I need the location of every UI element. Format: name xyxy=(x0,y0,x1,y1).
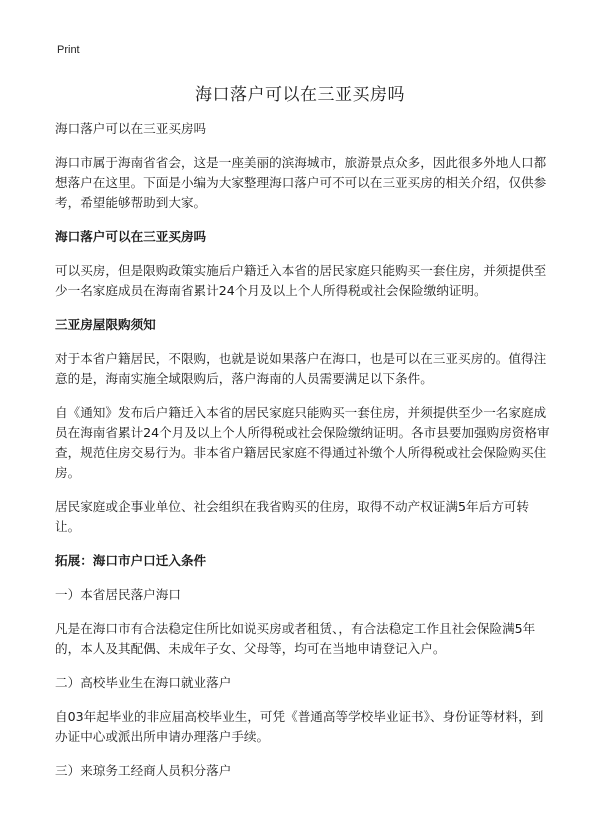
article-subtitle: 海口落户可以在三亚买房吗 xyxy=(55,121,207,136)
item-1-heading: 一）本省居民落户海口 xyxy=(55,587,181,602)
section-heading-2: 三亚房屋限购须知 xyxy=(55,317,156,332)
section-heading-3: 拓展：海口市户口迁入条件 xyxy=(55,553,207,568)
item-3-heading: 三）来琼务工经商人员积分落户 xyxy=(55,763,232,778)
section-heading-1: 海口落户可以在三亚买房吗 xyxy=(55,229,207,244)
article-body xyxy=(55,119,550,795)
item-2-heading: 二）高校毕业生在海口就业落户 xyxy=(55,675,232,690)
section-1-paragraph: 可以买房，但是限购政策实施后户籍迁入本省的居民家庭只能购买一套住房，并须提供至少一名家庭成员在海南省累计24个月及以上个人所得税或社会保险缴纳证明。 xyxy=(55,263,547,298)
print-label[interactable]: Print xyxy=(57,44,80,56)
section-2-paragraph-3: 居民家庭或企事业单位、社会组织在我省购买的住房，取得不动产权证满5年后方可转让。 xyxy=(55,499,529,534)
item-1-paragraph: 凡是在海口市有合法稳定住所比如说买房或者租赁、，有合法稳定工作且社会保险满5年的，本人及其配偶、未成年子女、父母等，均可在当地申请登记入户。 xyxy=(55,621,536,656)
section-2-paragraph-1: 对于本省户籍居民，不限购，也就是说如果落户在海口，也是可以在三亚买房的。值得注意的是，海南实施全域限购后，落户海南的人员需要满足以下条件。 xyxy=(55,351,547,386)
intro-paragraph: 海口市属于海南省省会，这是一座美丽的滨海城市，旅游景点众多，因此很多外地人口都想落户在这里。下面是小编为大家整理海口落户可不可以在三亚买房的相关介绍，仅供参考，希望能够帮助到大家。 xyxy=(55,155,547,210)
section-2-paragraph-2: 自《通知》发布后户籍迁入本省的居民家庭只能购买一套住房，并须提供至少一名家庭成员在海南省累计24个月及以上个人所得税或社会保险缴纳证明。各市县要加强购房资格审查，规范住房交易行为。非本省户籍居民家庭不得通过补缴个人所得税或社会保险购买住房。 xyxy=(55,405,550,480)
item-2-paragraph: 自03年起毕业的非应届高校毕业生，可凭《普通高等学校毕业证书》、身份证等材料，到办证中心或派出所申请办理落户手续。 xyxy=(55,709,544,744)
page-title: 海口落户可以在三亚买房吗 xyxy=(195,85,405,105)
